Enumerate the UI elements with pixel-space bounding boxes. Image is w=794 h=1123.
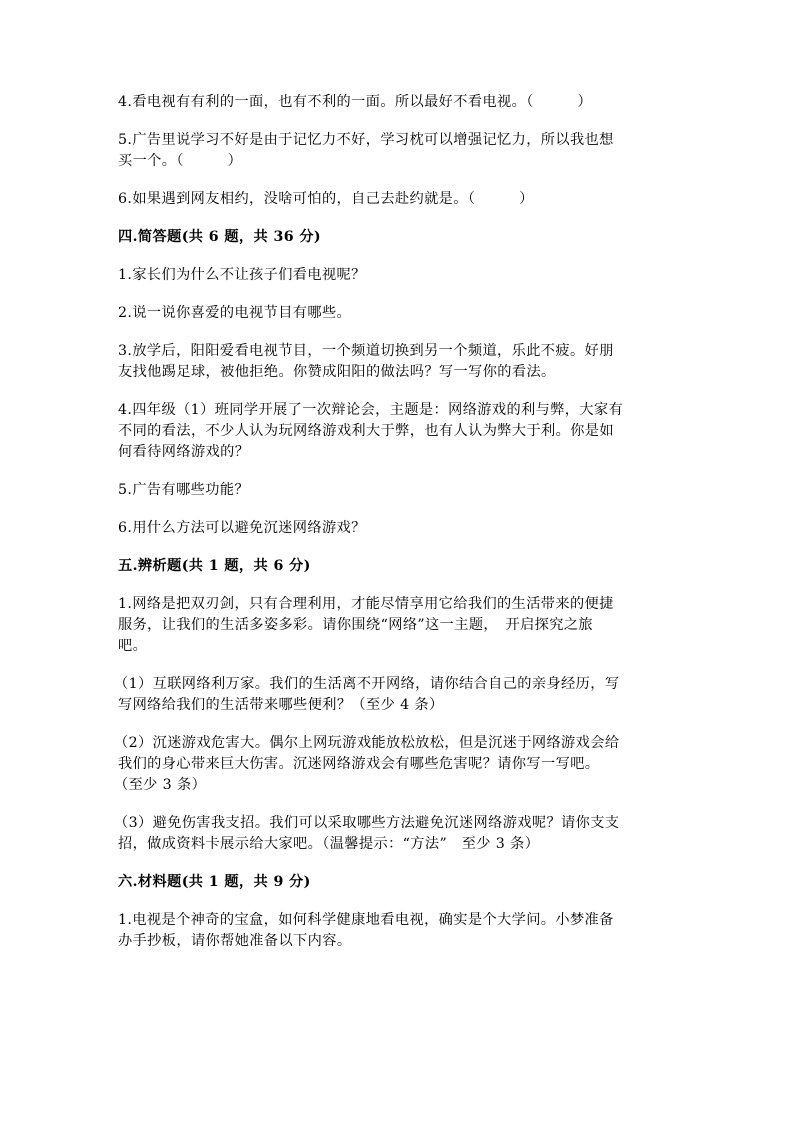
short-answer-question-3 xyxy=(118,341,678,383)
analysis-subquestion-3-line-1: （3）避免伤害我支招。我们可以采取哪些方法避免沉迷网络游戏呢？请你支支 xyxy=(114,815,620,831)
short-answer-question-6: 6.用什么方法可以避免沉迷网络游戏？ xyxy=(118,520,366,536)
short-answer-question-4-line-2: 不同的看法，不少人认为玩网络游戏利大于弊，也有人认为弊大于利。你是如 xyxy=(118,423,614,439)
short-answer-question-4-line-1: 4.四年级（1）班同学开展了一次辩论会，主题是：网络游戏的利与弊，大家有 xyxy=(118,402,624,418)
analysis-subquestion-1-line-1: （1）互联网络利万家。我们的生活离不开网络，请你结合自己的亲身经历，写 xyxy=(114,676,620,692)
analysis-question-1-line-2: 服务，让我们的生活多姿多彩。请你围绕“网络”这一主题， 开启探究之旅 xyxy=(118,617,594,633)
material-question-1 xyxy=(118,910,678,952)
short-answer-question-1: 1.家长们为什么不让孩子们看电视呢？ xyxy=(118,267,366,283)
judge-question-6: 6.如果遇到网友相约，没啥可怕的，自己去赴约就是。（ ） xyxy=(118,191,534,207)
analysis-subquestion-2-line-3: （至少 3 条） xyxy=(114,777,207,793)
section-heading-material: 六.材料题(共 1 题，共 9 分) xyxy=(118,874,311,890)
material-question-1-line-2: 办手抄板，请你帮她准备以下内容。 xyxy=(118,933,352,949)
analysis-question-1-line-3: 吧。 xyxy=(118,638,148,654)
section-heading-analysis: 五.辨析题(共 1 题，共 6 分) xyxy=(118,558,311,574)
judge-question-5-line-1: 5.广告里说学习不好是由于记忆力不好，学习枕可以增强记忆力，所以我也想 xyxy=(118,132,614,148)
analysis-question-1-line-1: 1.网络是把双刃剑，只有合理利用，才能尽情享用它给我们的生活带来的便捷 xyxy=(118,596,614,612)
short-answer-question-2: 2.说一说你喜爱的电视节目有哪些。 xyxy=(118,305,352,321)
analysis-subquestion-3 xyxy=(114,813,678,855)
analysis-subquestion-3-line-2: 招，做成资料卡展示给大家吧。（温馨提示：“方法” 至少 3 条） xyxy=(118,836,540,852)
section-heading-short-answer: 四.简答题(共 6 题，共 36 分) xyxy=(118,229,322,245)
analysis-question-1 xyxy=(118,594,678,657)
material-question-1-line-1: 1.电视是个神奇的宝盒，如何科学健康地看电视，确实是个大学问。小梦准备 xyxy=(118,912,614,928)
analysis-subquestion-2-line-2: 我们的身心带来巨大伤害。沉迷网络游戏会有哪些危害呢？请你写一写吧。 xyxy=(118,756,600,772)
judge-question-5-line-2: 买一个。（ ） xyxy=(118,153,243,169)
short-answer-question-3-line-2: 友找他踢足球，被他拒绝。你赞成阳阳的做法吗？写一写你的看法。 xyxy=(118,364,556,380)
short-answer-question-5: 5.广告有哪些功能？ xyxy=(118,482,250,498)
exam-page xyxy=(114,92,678,952)
analysis-subquestion-2 xyxy=(114,733,678,796)
analysis-subquestion-2-line-1: （2）沉迷游戏危害大。偶尔上网玩游戏能放松放松，但是沉迷于网络游戏会给 xyxy=(114,735,620,751)
short-answer-question-4-line-3: 何看待网络游戏的？ xyxy=(118,444,250,460)
short-answer-question-3-line-1: 3.放学后，阳阳爱看电视节目，一个频道切换到另一个频道，乐此不疲。好朋 xyxy=(118,343,614,359)
short-answer-question-4 xyxy=(118,400,678,463)
analysis-subquestion-1-line-2: 写网络给我们的生活带来哪些便利？（至少 4 条） xyxy=(118,697,444,713)
judge-question-5 xyxy=(118,130,678,172)
judge-question-4: 4.看电视有有利的一面，也有不利的一面。所以最好不看电视。（ ） xyxy=(118,94,593,110)
analysis-subquestion-1 xyxy=(114,674,678,716)
